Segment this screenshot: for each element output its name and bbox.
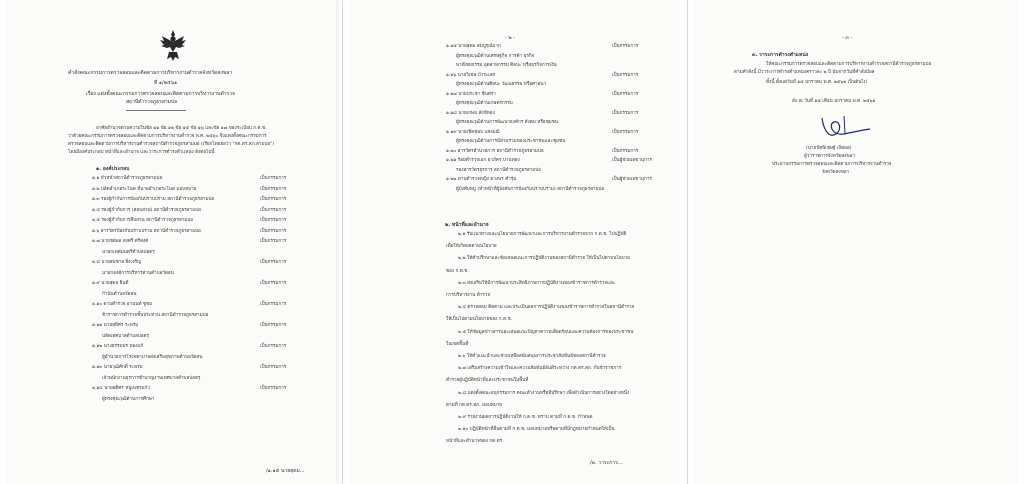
duty-line: หน้าที่และอำนาจของ กต.ตร.: [446, 439, 504, 445]
term-line: ตามคำสั่งนี้ มีวาระการดำรงตำแหน่งคราวละ ๒ ปี นับจากวันที่คำสั่งมีผล: [734, 70, 875, 75]
member-position: กำนันตำบลวัดสน: [102, 291, 137, 297]
member-role: เป็นกรรมการ: [612, 110, 639, 116]
member-role: เป็นกรรมการ: [260, 386, 287, 391]
member-name: ๑.๒๐ สารวัตรอำนวยการ สถานีตำรวจภูธรสามบ่อ: [446, 148, 544, 154]
member-position: ผู้ทรงคุณวุฒิด้านการศึกษา: [102, 396, 155, 402]
member-role: เป็นกรรมการ: [260, 176, 287, 181]
garuda-emblem-icon: [158, 28, 188, 62]
member-name: ๑.๒๑ ร้อยตำรวจเอก อาภัคร ปานทอง: [446, 158, 520, 163]
duty-line: ๒.๕ ให้ข้อมูลข่าวสารและเสนอแนะปัญหาความเดือดร้อนและความต้องการของประชาชน: [458, 329, 634, 335]
member-position: ผู้อำนวยการโรงพยาบาลส่งเสริมสุขภาพตำบลวัดสน: [102, 354, 203, 360]
duty-line: ๒.๒ ให้คำปรึกษาและข้อเสนอแนะการปฏิบัติงานของสถานีตำรวจ ให้เป็นไปตามนโยบาย: [458, 256, 630, 262]
subject-line-1: เรื่อง แต่งตั้งคณะกรรมการตรวจสอบและติดตามการบริหารงานตำรวจ: [86, 91, 235, 97]
member-position: พาณิชยกรรม อุตสาหกรรม ศิลปะ หรือธุรกิจการเงิน: [456, 63, 557, 68]
signature-icon: [814, 112, 874, 142]
member-name: ๑.๑๗ นายประชา ชินศรา: [446, 91, 496, 97]
member-role: เป็นกรรมการ: [260, 302, 287, 307]
member-position: รองสารวัตรธุรการ สถานีตำรวจภูธรสามบ่อ: [456, 167, 541, 173]
member-role: เป็นกรรมการ: [260, 344, 287, 349]
page-number: - ๓ -: [842, 35, 853, 41]
term-line: ให้คณะกรรมการตรวจสอบและติดตามการบริหารงานตำรวจสถานีตำรวจภูธรสามบ่อ: [766, 62, 932, 67]
member-position: ปลัดเทศบาลตำบลบ่อตรุ: [102, 333, 149, 339]
duty-line: ๒.๑ รับแนวทางและนโยบายการพัฒนาและการบริหารงานตำรวจจาก ก.ต.ช. ไปปฏิบัติ: [458, 232, 627, 237]
signer-title: ประธานกรรมการตรวจสอบและติดตามการบริหารงานตำรวจ: [772, 162, 892, 167]
page-gap: [342, 0, 343, 484]
member-role: เป็นกรรมการ: [260, 186, 287, 192]
member-role: เป็นผู้ช่วยเลขานุการ: [612, 177, 652, 182]
member-role: เป็นผู้ช่วยเลขานุการ: [612, 158, 652, 163]
duty-line: ๒.๗ เสริมสร้างความเข้าใจและความสัมพันธ์อันดีระหว่าง กต.ตร.สภ. กับข้าราชการ: [458, 366, 622, 372]
member-role: เป็นกรรมการ: [260, 228, 287, 234]
member-name: ๑.๗ นายชยพล สงศรี ศรีสงค์: [92, 239, 149, 244]
member-position: เจ้าพนักงานธุรการชำนาญงานเทศบาลตำบลบ่อตรุ: [102, 375, 201, 381]
member-role: เป็นกรรมการ: [612, 91, 639, 97]
order-number: ที่ ๑/๒๕๖๑: [154, 80, 178, 86]
member-role: เป็นกรรมการ: [260, 260, 287, 265]
member-position: นายกองค์การบริหารส่วนตำบลวัดสน: [102, 270, 174, 276]
member-name: ๑.๑๔ นายอดิศร หนูเพชรแก้ว: [92, 386, 150, 391]
duty-line: ตามที่ กต.ตร.สภ. มอบหมาย: [446, 402, 502, 408]
member-name: ๑.๑๖ นายวิเชษ บัวระเสก: [446, 72, 496, 78]
duty-line: ในเขตพื้นที่: [446, 341, 469, 347]
member-name: ๑.๘ นายสมชาย ยิ่งเจริญ: [92, 260, 142, 265]
member-name: ๑.๑๐ ดาบตำรวจ อานนท์ ชูชม: [92, 302, 153, 307]
duty-line: เพื่อให้เกิดผลตามนโยบาย: [446, 244, 497, 250]
duty-line: ๒.๔ ตรวจสอบ ติดตาม และประเมินผลการปฏิบัติงานของข้าราชการตำรวจในสถานีตำรวจ: [458, 305, 635, 311]
page-gap: [687, 0, 688, 484]
member-position: ผู้ทรงคุณวุฒิด้านการมีส่วนร่วมของประชาชนและชุมชน: [456, 139, 566, 144]
section-heading: ๑. องค์ประกอบ: [96, 166, 130, 172]
member-name: ๑.๒ ปลัดอำเภอระโนด ที่นายอำเภอระโนด มอบหมาย: [92, 186, 197, 192]
member-name: ๑.๔ รองผู้กำกับการ (สอบสวน) สถานีตำรวจภูธรสามบ่อ: [92, 207, 201, 213]
member-role: เป็นกรรมการ: [260, 239, 287, 244]
member-name: ๑.๑๘ นายเกษม สังข์ทอง: [446, 110, 495, 116]
continue-mark: /๑.๑๕ นายสุดม...: [266, 468, 305, 474]
member-name: ๑.๓ รองผู้กำกับการป้องกันปราบปราม สถานีตำรวจภูธรสามบ่อ: [92, 197, 215, 202]
duty-line: ๒.๑๐ ปฏิบัติหน้าที่อื่นตามที่ ก.ต.ช. มอบหมายหรือตามที่มีกฎหมายกำหนดให้เป็น: [458, 427, 615, 433]
member-role: เป็นกรรมการ: [260, 323, 287, 328]
effective-date: ทั้งนี้ ตั้งแต่วันที่ ๑๕ มกราคม พ.ศ. ๒๕๖๑ เป็นต้นไป: [766, 80, 867, 85]
member-position: นายกเทศมนตรีตำบลบ่อตรุ: [102, 249, 155, 255]
member-role: เป็นกรรมการ: [260, 197, 287, 202]
member-name: ๑.๑ หัวหน้าสถานีตำรวจภูธรสามบ่อ: [92, 176, 163, 181]
section-heading: ๓. วาระการดำรงตำแหน่ง: [752, 52, 809, 58]
signer-title: จังหวัดสงขลา: [822, 170, 850, 175]
body-line: โดยมีองค์ประกอบ หน้าที่และอำนาจ และวาระการดำรงตำแหน่ง ดังต่อไปนี้: [68, 150, 215, 155]
duty-line: ให้เป็นไปตามนโยบายของ ก.ต.ช.: [446, 317, 513, 323]
member-name: ๑.๒๒ ดาบตำรวจหญิง ดวงพร คำรุ่ม: [446, 177, 517, 182]
member-name: ๑.๑๑ นายสุทิศร ระพรม: [92, 323, 139, 328]
signer-title: ผู้ว่าราชการจังหวัดสงขลา: [804, 154, 855, 159]
member-role: เป็นกรรมการ: [612, 72, 639, 78]
member-name: ๑.๑๕ นายสุดม สมบูรณ์มาก: [446, 44, 501, 49]
member-name: ๑.๑๒ นางธรรมพร ทองแก้: [92, 344, 144, 349]
member-position: ผู้ทรงคุณวุฒิด้านเกษตรกรรม: [456, 101, 513, 106]
member-name: ๑.๙ นายสุดล ยินดี: [92, 281, 129, 286]
duty-line: ตำรวจผู้ปฏิบัติหน้าที่และประชาชนในพื้นที่: [446, 378, 529, 384]
member-name: ๑.๑๓ นายวุฒิศักดิ์ ระพรม: [92, 365, 143, 370]
member-role: เป็นกรรมการ: [612, 129, 639, 135]
document-page-1: [6, 0, 336, 484]
duty-line: ๒.๙ รายงานผลการปฏิบัติงานให้ ก.ต.ช. ทราบ ตามที่ ก.ต.ช. กำหนด: [458, 415, 593, 420]
member-role: เป็นกรรมการ: [260, 218, 287, 223]
member-role: เป็นกรรมการ: [260, 365, 287, 370]
member-position: ข้าราชการตำรวจชั้นประทวน สถานีตำรวจภูธรสามบ่อ: [102, 312, 209, 318]
member-role: เป็นกรรมการ: [612, 148, 639, 154]
section-heading: ๒. หน้าที่และอำนาจ: [445, 222, 489, 228]
duty-line: ๒.๖ ให้คำแนะนำและช่วยเหลือสนับสนุนการประชาสัมพันธ์ของสถานีตำรวจ: [458, 354, 606, 359]
member-role: เป็นกรรมการ: [612, 44, 639, 49]
body-line: ว่าด้วยคณะกรรมการตรวจสอบและติดตามการบริหารงานตำรวจ พ.ศ. ๒๕๖๐ จึงแต่งตั้งคณะกรรมการ: [68, 134, 267, 139]
member-name: ๑.๑๙ นายเชิดชอบ แสงมณี: [446, 129, 500, 135]
body-line: ตรวจสอบและติดตามการบริหารงานตำรวจสถานีตำรวจภูธรสามบ่อ (เรียกโดยย่อว่า "กต.ตร.สภ.สามบ่อ"): [68, 142, 275, 147]
duty-line: ๒.๘ แต่งตั้งคณะอนุกรรมการ คณะทำงานหรือที่ปรึกษา เพื่อดำเนินการอย่างใดอย่างหนึ่ง: [458, 390, 630, 396]
duty-line: ของ ก.ต.ช.: [446, 268, 469, 274]
document-page-3: [694, 0, 1018, 484]
duty-line: ๒.๓ ส่งเสริมให้มีการพัฒนาประสิทธิภาพการปฏิบัติงานของข้าราชการตำรวจและ: [458, 280, 616, 286]
continue-mark: /๓. วาระการ...: [590, 460, 623, 466]
member-role: เป็นกรรมการ: [260, 207, 287, 213]
page-number: - ๒ -: [505, 35, 516, 41]
member-position: ผู้บังคับหมู่ (ทำหน้าที่ผู้บังคับการป้องกันปราบปราม) สถานีตำรวจภูธรสามบ่อ: [456, 186, 605, 192]
header-line: คำสั่งคณะกรรมการตรวจสอบและติดตามการบริหารงานตำรวจจังหวัดสงขลา: [68, 70, 233, 76]
body-line: อาศัยอำนาจตามความในข้อ ๑๑ ข้อ ๑๒ ข้อ ๑๕ ข้อ ๑๖ และข้อ ๑๗ ของระเบียบ ก.ต.ช.: [96, 126, 267, 131]
member-name: ๑.๖ สารวัตรป้องกันปราบปราม สถานีตำรวจภูธรสามบ่อ: [92, 228, 201, 234]
duty-line: การบริหารงาน ตำรวจ: [446, 293, 491, 298]
signer-name: (นายปัทพิเชษฐ์ เกิดผล): [806, 146, 852, 151]
signed-date: สั่ง ณ วันที่ ๑๕ เดือน มกราคม พ.ศ. ๒๕๖๑: [792, 99, 876, 104]
member-position: ผู้ทรงคุณวุฒิด้านศิลปะ วัฒนธรรม หรือศาสนา: [456, 82, 547, 87]
member-name: ๑.๕ รองผู้กำกับการสืบสวน สถานีตำรวจภูธรสามบ่อ: [92, 218, 194, 223]
divider: [126, 110, 186, 111]
document-page-2: [350, 0, 680, 484]
member-position: ผู้ทรงคุณวุฒิด้านการพัฒนาองค์กร สังคม หรือชุมชน: [456, 120, 558, 125]
member-position: ผู้ทรงคุณวุฒิด้านเศรษฐกิจ การค้า ธุรกิจ: [456, 53, 535, 59]
member-role: เป็นกรรมการ: [260, 281, 287, 286]
subject-line-2: สถานีตำรวจภูธรสามบ่อ: [126, 99, 178, 105]
